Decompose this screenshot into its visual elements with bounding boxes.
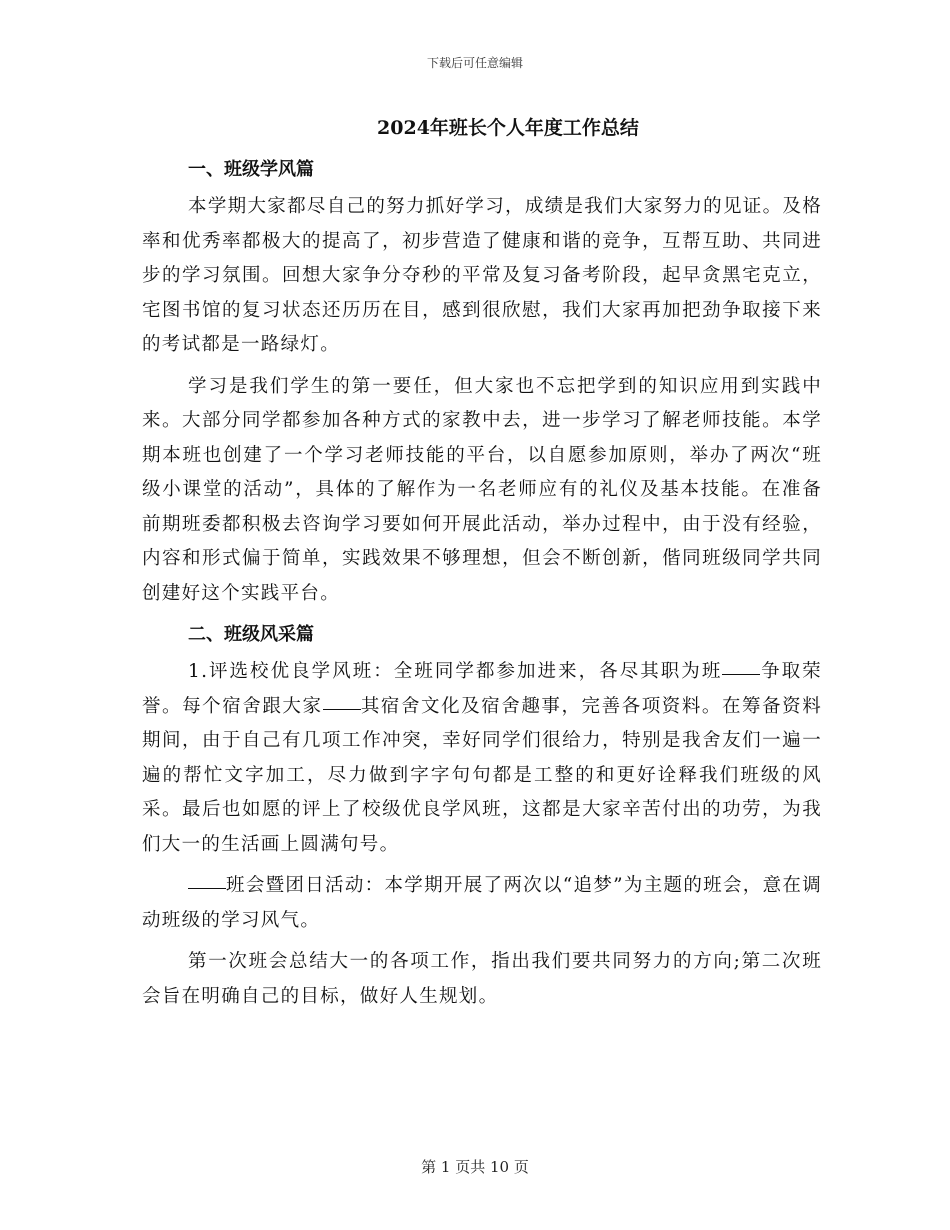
- section-heading-study: 一、班级学风篇: [188, 159, 314, 180]
- page-number: 第 1 页共 10 页: [421, 1158, 529, 1176]
- paragraph: [142, 655, 822, 862]
- text-segment: 1.评选校优良学风班：全班同学都参加进来，各尽其职为班: [188, 661, 723, 682]
- paragraph: 第一次班会总结大一的各项工作，指出我们要共同努力的方向;第二次班会旨在明确自己的目标，做好人生规划。: [142, 951, 822, 1007]
- blank-line: [722, 673, 760, 675]
- blank-line: [188, 887, 226, 889]
- header-note: 下载后可任意编辑: [426, 56, 523, 70]
- section-heading-style: 二、班级风采篇: [188, 624, 314, 645]
- document-title: 2024年班长个人年度工作总结: [377, 117, 639, 139]
- blank-line: [323, 708, 361, 710]
- document-body: [142, 112, 822, 1014]
- paragraph: 本学期大家都尽自己的努力抓好学习，成绩是我们大家努力的见证。及格率和优秀率都极大的提高了，初步营造了健康和谐的竞争，互帮互助、共同进步的学习氛围。回想大家争分夺秒的平常及复习备考阶段，起早贪黑宅克立，宅图书馆的复习状态还历历在目，感到很欣慰，我们大家再加把劲争取接下来的考试都是一路绿灯。: [142, 196, 822, 355]
- paragraph: [142, 869, 822, 938]
- text-segment: 争取荣誉。每个宿舍跟大家: [142, 661, 822, 717]
- text-segment: 班会暨团日活动：本学期开展了两次以“追梦”为主题的班会，意在调动班级的学习风气。: [142, 875, 822, 931]
- text-segment: 其宿舍文化及宿舍趣事，完善各项资料。在筹备资料期间，由于自己有几项工作冲突，幸好同学们很给力，特别是我舍友们一遍一遍的帮忙文字加工，尽力做到字字句句都是工整的和更好诠释我们班级的风采。最后也如愿的评上了校级优良学风班，这都是大家辛苦付出的功劳，为我们大一的生活画上圆满句号。: [142, 695, 822, 855]
- paragraph: 学习是我们学生的第一要任，但大家也不忘把学到的知识应用到实践中来。大部分同学都参加各种方式的家教中去，进一步学习了解老师技能。本学期本班也创建了一个学习老师技能的平台，以自愿参加原则，举办了两次“班级小课堂的活动”，具体的了解作为一名老师应有的礼仪及基本技能。在准备前期班委都积极去咨询学习要如何开展此活动，举办过程中，由于没有经验，内容和形式偏于简单，实践效果不够理想，但会不断创新，偕同班级同学共同创建好这个实践平台。: [142, 375, 822, 604]
